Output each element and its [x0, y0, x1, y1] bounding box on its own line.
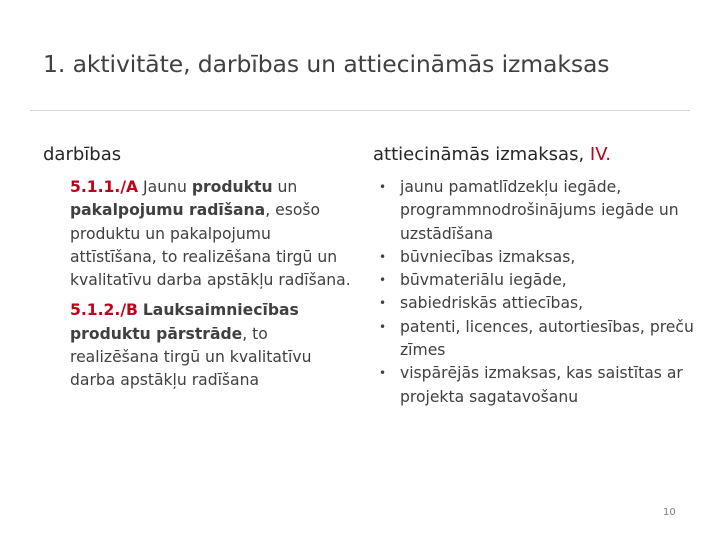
activity-text: , esošo produktu un pakalpojumu attīstīšana, to realizēšana tirgū un kvalitatīvu darba apstākļu radīšana. [70, 201, 351, 290]
activity-code: 5.1.1./A [70, 178, 139, 196]
activity-bold-text: produktu [191, 178, 273, 196]
slide-title: 1. aktivitāte, darbības un attiecināmās izmaksas [43, 50, 610, 78]
activities-list [70, 176, 360, 400]
list-item [375, 292, 705, 315]
activity-code: 5.1.2./B [70, 301, 138, 320]
list-item-text: būvmateriālu iegāde, [400, 271, 567, 290]
activity-bold-text: pakalpojumu radīšana [70, 201, 266, 220]
activity-text: un [272, 178, 298, 196]
right-column-heading [373, 144, 611, 165]
bullet-icon: • [379, 366, 387, 381]
list-item-text: būvniecības izmaksas, [400, 247, 576, 266]
list-item-text: sabiedriskās attiecības, [400, 294, 584, 313]
right-heading-text: attiecināmās izmaksas, [373, 144, 590, 165]
list-item-text: patenti, licences, autortiesības, preču zīmes [400, 317, 694, 360]
eligible-costs-list [375, 176, 705, 409]
list-item-text: vispārējās izmaksas, kas saistītas ar projekta sagatavošanu [400, 364, 683, 406]
list-item-text: jaunu pamatlīdzekļu iegāde, programmnodrošinājums iegāde un uzstādīšana [400, 178, 679, 243]
list-item [375, 246, 705, 269]
bullet-icon: • [379, 319, 387, 334]
left-column-heading: darbības [43, 144, 122, 165]
list-item [375, 316, 705, 363]
activity-item [70, 299, 360, 392]
activity-bold-text: Lauksaimniecības produktu pārstrāde [70, 301, 299, 343]
title-divider [30, 110, 690, 111]
bullet-icon: • [379, 180, 387, 194]
activity-text: , to realizēšana tirgū un kvalitatīvu darba apstākļu radīšana [70, 324, 312, 390]
activity-text: Jaunu [138, 178, 192, 196]
page-number: 10 [663, 507, 676, 518]
list-item [375, 176, 705, 246]
list-item [375, 362, 705, 409]
list-item [375, 269, 705, 292]
bullet-icon: • [379, 249, 387, 264]
activity-item [70, 176, 360, 292]
bullet-icon: • [379, 296, 387, 311]
right-heading-accent: IV. [589, 144, 611, 165]
bullet-icon: • [379, 273, 387, 288]
